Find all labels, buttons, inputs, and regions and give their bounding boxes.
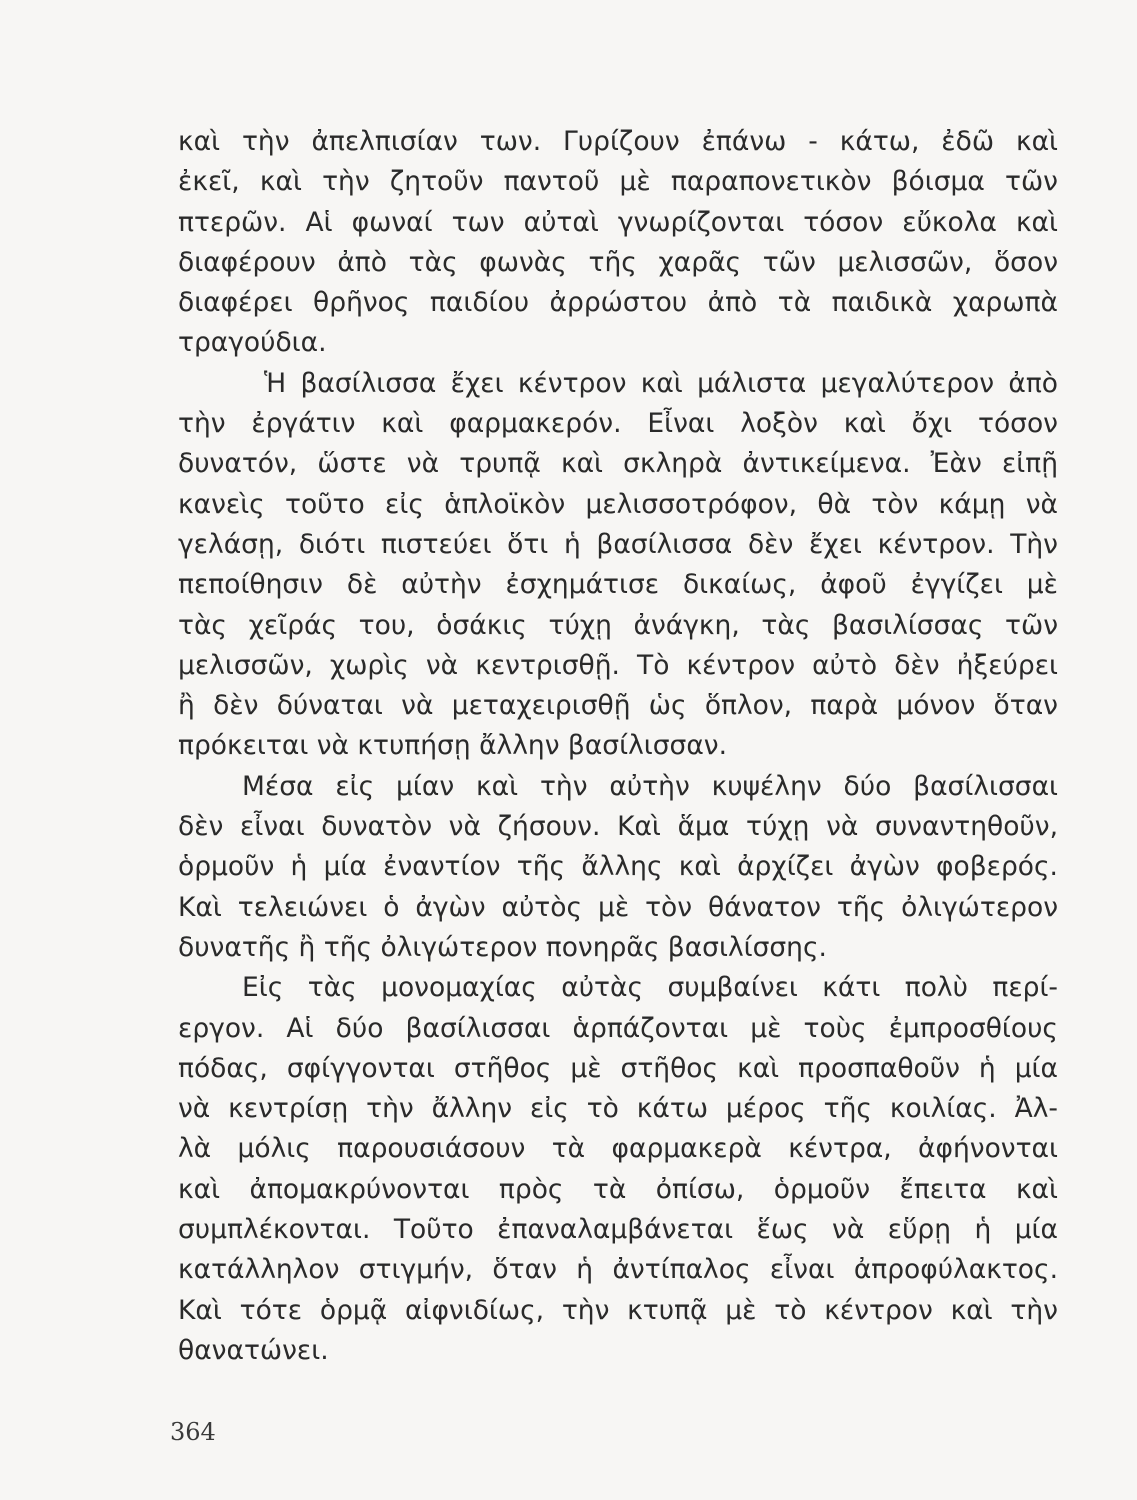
text-line: ἐκεῖ, καὶ τὴν ζητοῦν παντοῦ μὲ παραπονετικὸν βόισμα τῶν (178, 166, 1058, 198)
text-line: ἢ δὲν δύναται νὰ μεταχειρισθῇ ὡς ὅπλον, παρὰ μόνον ὅταν (178, 690, 1058, 722)
text-line: τραγούδια. (178, 327, 327, 359)
text-line: Καὶ τελειώνει ὁ ἀγὼν αὐτὸς μὲ τὸν θάνατον τῆς ὀλιγώτερον (178, 891, 1058, 923)
body-text (178, 122, 1058, 1371)
text-line-paragraph-start: Μέσα εἰς μίαν καὶ τὴν αὐτὴν κυψέλην δύο βασίλισσαι (242, 770, 1058, 802)
text-line: γελάσῃ, διότι πιστεύει ὅτι ἡ βασίλισσα δὲν ἔχει κέντρον. Τὴν (178, 528, 1058, 560)
text-line: θανατώνει. (178, 1334, 329, 1366)
text-line: λὰ μόλις παρουσιάσουν τὰ φαρμακερὰ κέντρα, ἀφήνονται (178, 1133, 1058, 1165)
text-line: δυνατῆς ἢ τῆς ὀλιγώτερον πονηρᾶς βασιλίσσης. (178, 931, 827, 963)
text-line: διαφέρει θρῆνος παιδίου ἀρρώστου ἀπὸ τὰ παιδικὰ χαρωπὰ (178, 287, 1058, 319)
text-line: συμπλέκονται. Τοῦτο ἐπαναλαμβάνεται ἕως νὰ εὕρῃ ἡ μία (178, 1214, 1058, 1246)
text-line: τὰς χεῖράς του, ὁσάκις τύχῃ ἀνάγκη, τὰς βασιλίσσας τῶν (178, 609, 1058, 641)
text-line: ὁρμοῦν ἡ μία ἐναντίον τῆς ἄλλης καὶ ἀρχίζει ἀγὼν φοβερός. (178, 851, 1058, 883)
page-number: 364 (170, 1418, 216, 1446)
text-line: δὲν εἶναι δυνατὸν νὰ ζήσουν. Καὶ ἅμα τύχῃ νὰ συναντηθοῦν, (178, 811, 1058, 843)
text-line: δυνατόν, ὥστε νὰ τρυπᾷ καὶ σκληρὰ ἀντικείμενα. Ἐὰν εἰπῇ (178, 448, 1058, 480)
text-line-paragraph-start: Ἡ βασίλισσα ἔχει κέντρον καὶ μάλιστα μεγαλύτερον ἀπὸ (264, 367, 1058, 399)
text-line: πτερῶν. Αἱ φωναί των αὐταὶ γνωρίζονται τόσον εὔκολα καὶ (178, 206, 1058, 238)
text-line: καὶ ἀπομακρύνονται πρὸς τὰ ὀπίσω, ὁρμοῦν ἔπειτα καὶ (178, 1173, 1058, 1205)
text-line: τὴν ἐργάτιν καὶ φαρμακερόν. Εἶναι λοξὸν καὶ ὄχι τόσον (178, 408, 1058, 440)
text-line: καὶ τὴν ἀπελπισίαν των. Γυρίζουν ἐπάνω - κάτω, ἐδῶ καὶ (178, 126, 1058, 157)
text-line: νὰ κεντρίσῃ τὴν ἄλλην εἰς τὸ κάτω μέρος τῆς κοιλίας. Ἀλ- (178, 1093, 1058, 1125)
text-line: πεποίθησιν δὲ αὐτὴν ἐσχημάτισε δικαίως, ἀφοῦ ἐγγίζει μὲ (178, 569, 1058, 601)
text-line: κανεὶς τοῦτο εἰς ἁπλοϊκὸν μελισσοτρόφον, θὰ τὸν κάμῃ νὰ (178, 488, 1058, 520)
text-line: πόδας, σφίγγονται στῆθος μὲ στῆθος καὶ προσπαθοῦν ἡ μία (178, 1052, 1058, 1084)
text-line: πρόκειται νὰ κτυπήσῃ ἄλλην βασίλισσαν. (178, 730, 728, 762)
text-line: διαφέρουν ἀπὸ τὰς φωνὰς τῆς χαρᾶς τῶν μελισσῶν, ὅσον (178, 246, 1058, 278)
text-line: εργον. Αἱ δύο βασίλισσαι ἁρπάζονται μὲ τοὺς ἐμπροσθίους (178, 1012, 1058, 1044)
text-line: κατάλληλον στιγμήν, ὅταν ἡ ἀντίπαλος εἶναι ἀπροφύλακτος. (178, 1254, 1058, 1286)
text-line: Καὶ τότε ὁρμᾷ αἰφνιδίως, τὴν κτυπᾷ μὲ τὸ κέντρον καὶ τὴν (178, 1294, 1058, 1326)
text-line-paragraph-start: Εἰς τὰς μονομαχίας αὐτὰς συμβαίνει κάτι πολὺ περί- (242, 972, 1058, 1004)
text-line: μελισσῶν, χωρὶς νὰ κεντρισθῇ. Τὸ κέντρον αὐτὸ δὲν ἠξεύρει (178, 649, 1058, 681)
